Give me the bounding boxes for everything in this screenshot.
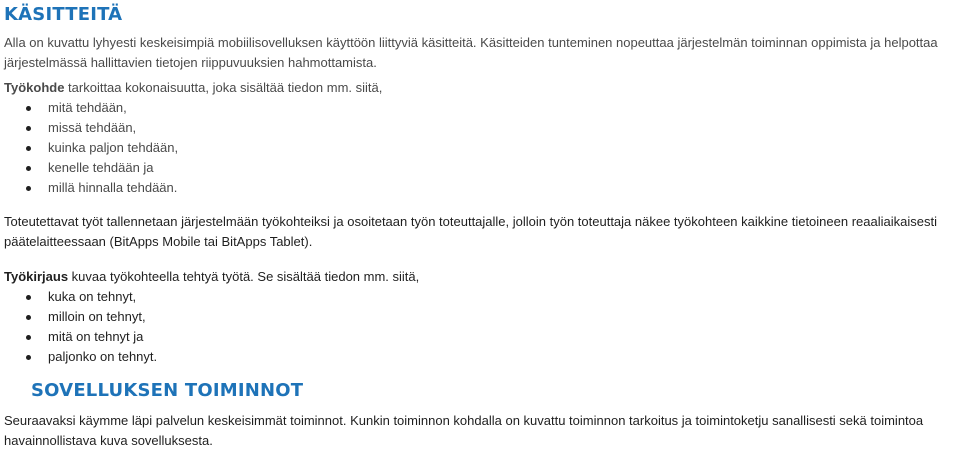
tyokirjaus-definition: kuvaa työkohteella tehtyä työtä. Se sisältää tiedon mm. siitä, [68, 269, 420, 284]
page-title: KÄSITTEITÄ [4, 4, 123, 25]
list-item: missä tehdään, [24, 118, 178, 138]
list-item: mitä on tehnyt ja [24, 327, 157, 347]
list-item: kuinka paljon tehdään, [24, 138, 178, 158]
list-item: mitä tehdään, [24, 98, 178, 118]
tyokirjaus-term: Työkirjaus [4, 269, 69, 284]
section-title: SOVELLUKSEN TOIMINNOT [31, 380, 304, 401]
list-item: milloin on tehnyt, [24, 307, 157, 327]
list-item: paljonko on tehnyt. [24, 347, 157, 367]
section-paragraph: Seuraavaksi käymme läpi palvelun keskeisimmät toiminnot. Kunkin toiminnon kohdalla on kuvattu toiminnon tarkoitus ja toimintoketju sanallisesti sekä toimintoa havainnollistava kuva sovelluksesta. [4, 413, 924, 448]
tyokohde-term: Työkohde [4, 80, 65, 95]
tyokohde-paragraph [4, 78, 954, 98]
list-item: millä hinnalla tehdään. [24, 178, 178, 198]
tyokohde-definition: tarkoittaa kokonaisuutta, joka sisältää tiedon mm. siitä, [64, 80, 383, 95]
tyokohde-list [24, 98, 178, 198]
tyokirjaus-paragraph [4, 267, 954, 287]
intro-paragraph: Alla on kuvattu lyhyesti keskeisimpiä mobiilisovelluksen käyttöön liittyviä käsitteitä. Käsitteiden tunteminen nopeuttaa järjestelmän toiminnan oppimista ja helpottaa järjestelmässä hallittavien tietojen riippuvuuksien hahmottamista. [4, 35, 938, 70]
toteutus-paragraph: Toteutettavat työt tallennetaan järjestelmään työkohteiksi ja osoitetaan työn toteuttajalle, jolloin työn toteuttaja näkee työkohteen kaikkine tietoineen reaaliaikaisesti päätelaitteessaan (BitApps Mobile tai BitApps Tablet). [4, 214, 937, 249]
list-item: kuka on tehnyt, [24, 287, 157, 307]
list-item: kenelle tehdään ja [24, 158, 178, 178]
tyokirjaus-list [24, 287, 157, 367]
